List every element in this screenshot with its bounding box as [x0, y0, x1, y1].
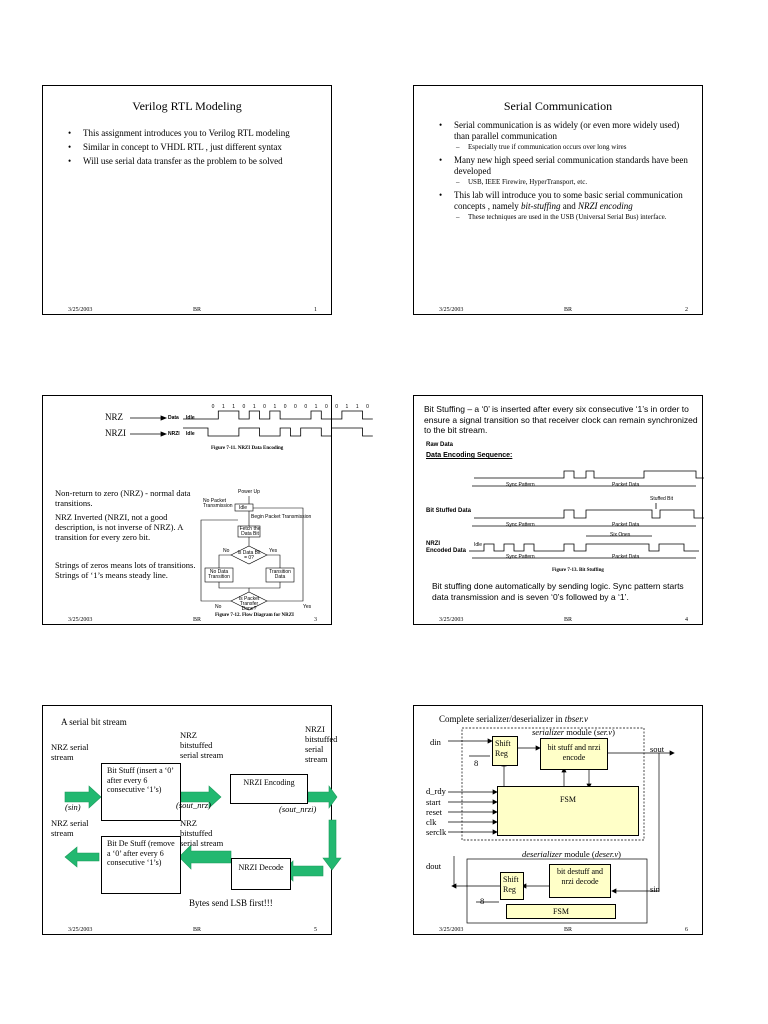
bit-label: 1 — [345, 404, 349, 410]
sin-label: sin — [650, 884, 660, 894]
slide-number: 4 — [685, 617, 688, 623]
slide-2 — [413, 85, 703, 315]
idle-label: Idle — [186, 431, 195, 437]
bit-label: 1 — [314, 404, 318, 410]
bullet-list — [65, 128, 330, 170]
slide-title: Verilog RTL Modeling — [132, 99, 242, 113]
bit-label: 0 — [335, 404, 339, 410]
flow-power: Power Up — [238, 489, 260, 495]
footer-date: 3/25/2003 — [68, 927, 93, 933]
bit-label: 0 — [242, 404, 246, 410]
footer-date: 3/25/2003 — [439, 927, 464, 933]
footer-author: BR — [564, 927, 573, 933]
flow-no2: No — [215, 604, 222, 610]
bit-label: 0 — [263, 404, 266, 410]
data-label: Data — [168, 415, 179, 421]
shift-reg-box: Shift Reg — [492, 736, 518, 766]
bit-label: 1 — [355, 404, 359, 410]
flow-isdata: Is Data Bit = 0? — [237, 550, 261, 561]
flow-trans: Transition Data — [269, 569, 291, 580]
flow-yes2: Yes — [303, 604, 312, 610]
nrzi-label: NRZI — [426, 541, 440, 547]
ser-text: module ( — [564, 727, 597, 737]
bitstuff-intro: Bit Stuffing – a ‘0’ is inserted after every six consecutive ‘1’s in order to ensure a signal transition so that receiver clock can remain synchronized to the bit stream. — [424, 404, 698, 435]
destuff-decode-box: bit destuff and nrzi decode — [549, 864, 611, 898]
slide-number: 6 — [685, 927, 688, 933]
bitstuff-box: Bit Stuff (insert a ‘0’ after every 6 consecutive ‘1’s) — [101, 763, 181, 821]
footer-author: BR — [564, 617, 573, 623]
sync-label: Sync Pattern — [506, 522, 535, 528]
bit-label: 1 — [273, 404, 277, 410]
slide-number: 3 — [314, 617, 317, 623]
flow-fetch: Fetch the Data Bit — [239, 526, 261, 537]
bit-label: 1 — [232, 404, 236, 410]
slide-6 — [413, 705, 703, 935]
slide-4 — [413, 395, 703, 625]
sout-label: sout — [650, 744, 665, 754]
flow-begin: Begin Packet Transmission — [251, 514, 312, 520]
flow-no: No — [223, 548, 230, 554]
fsm-box-2: FSM — [506, 904, 616, 919]
bus-width-2: 8 — [480, 896, 485, 906]
bus-width: 8 — [474, 758, 479, 768]
footer-author: BR — [193, 307, 202, 313]
title-text: Complete serializer/deserializer in — [439, 714, 565, 724]
sync-label: Sync Pattern — [506, 482, 535, 488]
bullet — [436, 155, 696, 187]
footer-date: 3/25/2003 — [68, 307, 93, 313]
nrzi-small-label: NRZI — [168, 431, 180, 437]
nrzi-encoding-box: NRZI Encoding — [230, 774, 308, 804]
paragraph-strings: Strings of zeros means lots of transitions. Strings of ‘1’s means steady line. — [55, 560, 196, 580]
nrz-input-label: NRZ serial stream — [51, 742, 89, 762]
slide5-title: A serial bit stream — [61, 717, 127, 727]
bullet: • This assignment introduces you to Verilog RTL modeling — [65, 128, 330, 139]
encoded-label: Encoded Data — [426, 548, 467, 554]
nrzi-label: NRZI — [105, 428, 126, 438]
emphasis: bit-stuffing — [520, 201, 561, 211]
ser-close: ) — [612, 727, 615, 737]
footer-author: BR — [193, 927, 202, 933]
shift-reg-box-2: Shift Reg — [500, 872, 524, 900]
bit-label: 0 — [211, 404, 215, 410]
nrzi-decode-box: NRZI Decode — [231, 858, 291, 890]
bit-label: 0 — [324, 404, 328, 410]
nrz-bitstuffed-label: NRZ bitstuffed serial stream — [180, 730, 224, 760]
slide-1 — [42, 85, 332, 315]
din-label: din — [430, 737, 441, 747]
bullet — [436, 120, 696, 152]
title-file: tbser.v — [564, 714, 588, 724]
deser-file: deser.v — [594, 849, 619, 859]
emphasis: NRZI encoding — [578, 201, 633, 211]
bitstuff-encode-box: bit stuff and nrzi encode — [540, 738, 608, 770]
flow-yes: Yes — [269, 548, 278, 554]
footer-date: 3/25/2003 — [439, 617, 464, 623]
deser-name: deserializer — [522, 849, 563, 859]
ser-file: ser.v — [596, 727, 613, 737]
deser-close: ) — [618, 849, 621, 859]
figure-caption: Figure 7-12. Flow Diagram for NRZI — [215, 613, 294, 618]
flow-idle: Idle — [239, 505, 248, 511]
sout-nrzi-label: (sout_nrzi) — [279, 804, 317, 814]
figure-caption: Figure 7-13. Bit Stuffing — [552, 568, 604, 573]
start-label: start — [426, 797, 441, 807]
bullet-text: and — [560, 201, 578, 211]
sub-bullet: – Especially true if communication occurs over long wires — [454, 143, 696, 152]
slide-number: 5 — [314, 927, 317, 933]
reset-label: reset — [426, 807, 443, 817]
slide-title: Serial Communication — [503, 99, 613, 113]
bit-label: 0 — [283, 404, 287, 410]
bullet-text: Serial communication is as widely (or even more widely used) than parallel communication — [454, 120, 680, 141]
idle-label: Idle — [474, 542, 483, 548]
sub-bullet: – USB, IEEE Firewire, HyperTransport, etc. — [454, 178, 696, 187]
bit-label: 0 — [294, 404, 297, 410]
d-rdy-label: d_rdy — [426, 786, 446, 796]
stuffed-label: Bit Stuffed Data — [426, 508, 471, 514]
sub-bullet: – These techniques are used in the USB (Universal Serial Bus) interface. — [454, 213, 696, 222]
footer-author: BR — [193, 617, 202, 623]
bullet: • Will use serial data transfer as the problem to be solved — [65, 156, 330, 167]
nrz-waveform — [183, 411, 373, 419]
paragraph-nrz: Non-return to zero (NRZ) - normal data transitions. — [55, 488, 191, 508]
bit-label: 0 — [304, 404, 308, 410]
bullet-text: This lab will introduce you to some basic serial communication concepts , namely — [454, 190, 683, 211]
bullet: • Similar in concept to VHDL RTL , just different syntax — [65, 142, 330, 153]
bullet-list — [436, 120, 696, 225]
sequence-heading: Data Encoding Sequence: — [426, 452, 513, 459]
packet-label: Packet Data — [612, 554, 640, 560]
deserializer-label — [522, 849, 621, 859]
nrzi-bitstuffed-label: NRZI bitstuffed serial stream — [305, 724, 338, 764]
slide-number: 1 — [314, 307, 317, 313]
bit-label: 1 — [252, 404, 256, 410]
flow-ispkt: Is Packet Transfer Done? — [238, 596, 260, 612]
figure-caption: Figure 7-11. NRZI Data Encoding — [211, 446, 284, 451]
deser-text: module ( — [562, 849, 595, 859]
ser-name: serializer — [532, 727, 565, 737]
six-ones-label: Six Ones — [610, 532, 631, 538]
packet-label: Packet Data — [612, 522, 640, 528]
bullet-text: Many new high speed serial communication standards have been developed — [454, 155, 688, 176]
nrzi-waveform — [183, 428, 373, 436]
slide6-title — [439, 714, 588, 724]
nrz-label: NRZ — [105, 412, 123, 422]
slide-3 — [42, 395, 369, 625]
paragraph-nrzi: NRZ Inverted (NRZI, not a good description, is not inverse of NRZ). A transition for every zero bit. — [55, 512, 183, 542]
bullet — [436, 190, 696, 222]
footer-author: BR — [564, 307, 573, 313]
raw-label: Raw Data — [426, 442, 454, 448]
sout-nrz-label: (sout_nrz) — [176, 800, 211, 810]
packet-label: Packet Data — [612, 482, 640, 488]
dout-label: dout — [426, 861, 442, 871]
serializer-label — [532, 727, 615, 737]
bitstuff-outro: Bit stuffing done automatically by sending logic. Sync pattern starts data transmission and is seven ‘0’s followed by a ‘1’. — [432, 581, 684, 602]
sin-label: (sin) — [65, 802, 81, 812]
sync-label: Sync Pattern — [506, 554, 535, 560]
footer-date: 3/25/2003 — [68, 617, 93, 623]
flow-nopkt: No Packet Transmission — [203, 498, 233, 509]
clk-label: clk — [426, 817, 437, 827]
nrz-output-label: NRZ serial stream — [51, 818, 89, 838]
slide-5 — [42, 705, 338, 935]
serclk-label: serclk — [426, 827, 447, 837]
fsm-box: FSM — [497, 786, 639, 836]
stuffed-bit-label: Stuffed Bit — [650, 496, 673, 502]
bitdestuff-box: Bit De Stuff (remove a ‘0’ after every 6 consecutive ‘1’s) — [101, 836, 181, 894]
flow-nochange: No Data Transition — [208, 569, 230, 580]
bit-label: 0 — [366, 404, 369, 410]
lsb-note: Bytes send LSB first!!! — [189, 898, 273, 908]
bit-label: 1 — [221, 404, 225, 410]
slide-number: 2 — [685, 307, 688, 313]
idle-label: Idle — [186, 415, 195, 421]
footer-date: 3/25/2003 — [439, 307, 464, 313]
nrz-bitstuffed-label-2: NRZ bitstuffed serial stream — [180, 818, 224, 848]
